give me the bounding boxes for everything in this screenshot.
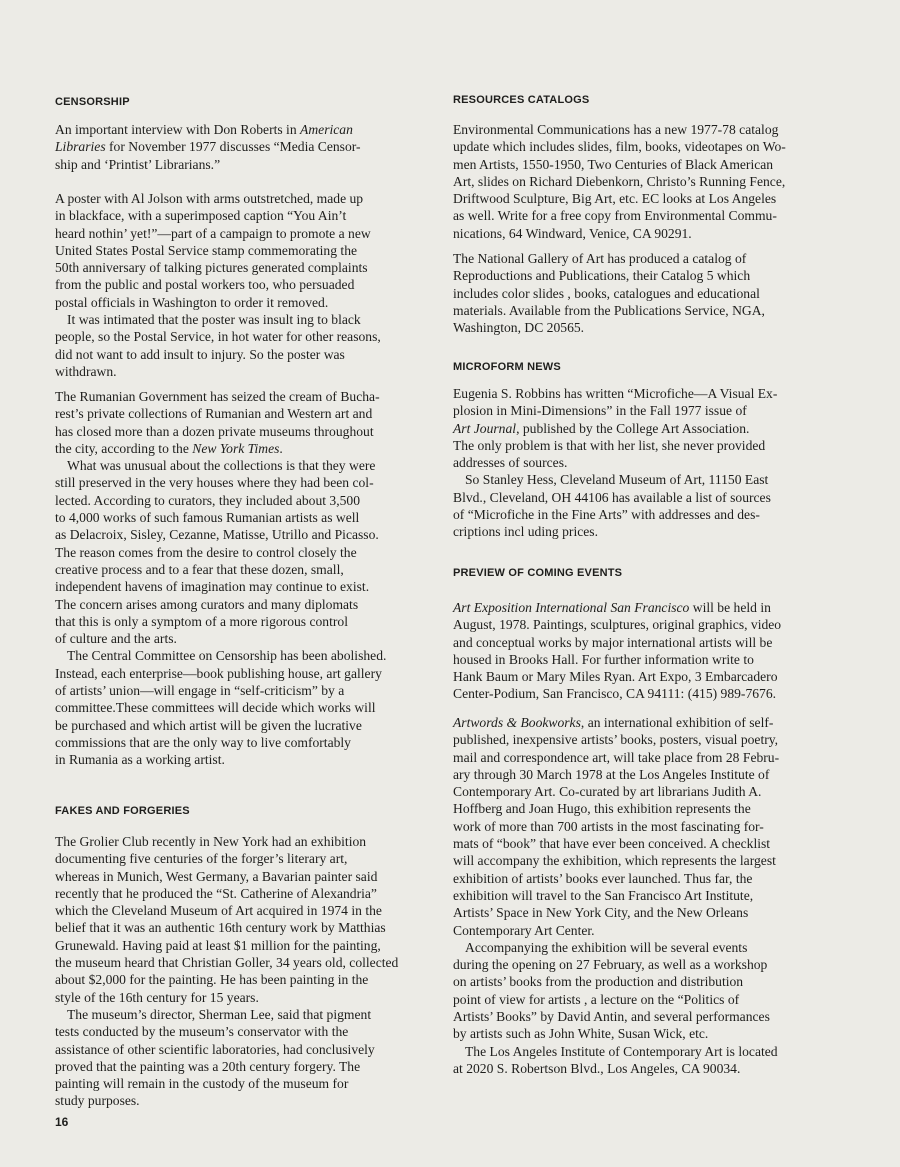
text-segment: Instead, each enterprise—book publishing house, art gallery bbox=[55, 665, 382, 681]
text-line bbox=[55, 1092, 398, 1109]
text-segment: The Los Angeles Institute of Contemporary Art is located bbox=[465, 1043, 778, 1059]
text-line bbox=[453, 599, 781, 616]
censorship-paragraph-1 bbox=[55, 121, 361, 173]
text-line bbox=[55, 388, 386, 405]
italic-title: Libraries bbox=[55, 139, 106, 155]
text-segment: What was unusual about the collections is that they were bbox=[67, 458, 376, 474]
text-line bbox=[453, 766, 779, 783]
text-segment: The Rumanian Government has seized the cream of Bucha- bbox=[55, 389, 380, 404]
text-segment: on artists’ books from the production and distribution bbox=[453, 974, 744, 990]
text-line bbox=[453, 685, 781, 702]
text-line bbox=[453, 870, 779, 887]
text-segment: during the opening on 27 February, as well as a workshop bbox=[453, 957, 768, 973]
text-line bbox=[55, 971, 398, 988]
text-line bbox=[55, 902, 398, 919]
text-line bbox=[453, 818, 779, 835]
text-segment: will accompany the exhibition, which represents the largest bbox=[453, 853, 776, 869]
section-heading-microform-news: MICROFORM NEWS bbox=[453, 361, 561, 373]
text-segment: plosion in Mini-Dimensions” in the Fall 1977 issue of bbox=[453, 403, 747, 419]
italic-title: New York Times bbox=[192, 440, 280, 456]
text-line bbox=[55, 509, 386, 526]
text-line bbox=[55, 647, 386, 664]
text-line bbox=[55, 665, 386, 682]
text-segment: Center-Podium, San Francisco, CA 94111: (415) 989-7676. bbox=[453, 686, 777, 702]
text-line bbox=[453, 835, 779, 852]
text-segment: . bbox=[279, 440, 283, 456]
text-segment: exhibition will travel to the San Francisco Art Institute, bbox=[453, 887, 754, 903]
text-line bbox=[453, 731, 779, 748]
text-line bbox=[453, 420, 777, 437]
text-segment: Grunewald. Having paid at least $1 million for the painting, bbox=[55, 937, 381, 953]
text-segment: Eugenia S. Robbins has written “Microfiche—A Visual Ex- bbox=[453, 386, 778, 401]
text-segment: point of view for artists , a lecture on the “Politics of bbox=[453, 991, 740, 1007]
text-segment: The museum’s director, Sherman Lee, said that pigment bbox=[67, 1006, 372, 1022]
text-line bbox=[55, 699, 386, 716]
text-line bbox=[55, 868, 398, 885]
text-line: did not want to add insult to injury. So the poster was bbox=[55, 346, 345, 362]
text-segment: about $2,000 for the painting. He has been painting in the bbox=[55, 972, 369, 988]
text-line bbox=[55, 423, 386, 440]
italic-title: American bbox=[300, 122, 353, 137]
text-segment: independent havens of imagination may continue to exist. bbox=[55, 579, 370, 595]
text-line bbox=[55, 405, 386, 422]
text-line: Reproductions and Publications, their Catalog 5 which bbox=[453, 268, 751, 284]
text-segment: Artists’ Books” by David Antin, and several performances bbox=[453, 1009, 770, 1025]
resources-paragraph-1 bbox=[453, 121, 786, 242]
text-segment: as Delacroix, Sisley, Cezanne, Matisse, Utrillo and Picasso. bbox=[55, 527, 379, 543]
text-line bbox=[453, 1025, 779, 1042]
text-segment: of “Microfiche in the Fine Arts” with addresses and des- bbox=[453, 507, 760, 523]
text-segment: which the Cleveland Museum of Art acquired in 1974 in the bbox=[55, 903, 382, 919]
text-line bbox=[453, 634, 781, 651]
text-segment: for November 1977 discusses “Media Censor- bbox=[105, 139, 361, 155]
section-heading-preview-of-coming-events: PREVIEW OF COMING EVENTS bbox=[453, 567, 623, 579]
text-segment: housed in Brooks Hall. For further information write to bbox=[453, 651, 754, 667]
text-line bbox=[453, 904, 779, 921]
text-line bbox=[55, 850, 398, 867]
text-line bbox=[55, 1041, 398, 1058]
text-segment: will be held in bbox=[689, 600, 771, 615]
text-segment: documenting five centuries of the forger’s literary art, bbox=[55, 851, 348, 867]
text-segment: The concern arises among curators and many diplomats bbox=[55, 596, 359, 612]
text-line: Driftwood Sculpture, Big Art, etc. EC looks at Los Angeles bbox=[453, 191, 777, 207]
text-segment: The Grolier Club recently in New York had an exhibition bbox=[55, 834, 367, 849]
text-line: postal officials in Washington to order it removed. bbox=[55, 294, 329, 310]
text-line: It was intimated that the poster was insult ing to black bbox=[67, 312, 361, 328]
text-line bbox=[453, 922, 779, 939]
text-line bbox=[55, 919, 398, 936]
microform-paragraph-1 bbox=[453, 385, 777, 541]
text-line bbox=[453, 783, 779, 800]
text-line: in blackface, with a superimposed caption “You Ain’t bbox=[55, 208, 347, 224]
text-segment: committee.These committees will decide which works will bbox=[55, 700, 376, 716]
text-line bbox=[453, 523, 777, 540]
text-line bbox=[453, 973, 779, 990]
text-line: A poster with Al Jolson with arms outstretched, made up bbox=[55, 191, 364, 206]
text-line bbox=[55, 717, 386, 734]
text-line bbox=[453, 991, 779, 1008]
text-segment: mail and correspondence art, will take place from 28 Febru- bbox=[453, 749, 780, 765]
text-segment: exhibition of artists’ books ever launched. Thus far, the bbox=[453, 870, 753, 886]
text-segment: ary through 30 March 1978 at the Los Angeles Institute of bbox=[453, 766, 770, 782]
text-line bbox=[453, 506, 777, 523]
text-line bbox=[453, 471, 777, 488]
text-line: update which includes slides, film, books, videotapes on Wo- bbox=[453, 139, 786, 155]
text-line bbox=[55, 561, 386, 578]
text-segment: tests conducted by the museum’s conservator with the bbox=[55, 1024, 349, 1040]
text-line bbox=[55, 682, 386, 699]
text-line bbox=[453, 800, 779, 817]
text-segment: Blvd., Cleveland, OH 44106 has available a list of sources bbox=[453, 489, 771, 505]
text-segment: in Rumania as a working artist. bbox=[55, 752, 225, 768]
text-segment: August, 1978. Paintings, sculptures, original graphics, video bbox=[453, 617, 782, 633]
censorship-paragraph-2 bbox=[55, 190, 381, 380]
text-line: 50th anniversary of talking pictures generated complaints bbox=[55, 260, 368, 276]
text-segment: study purposes. bbox=[55, 1093, 140, 1109]
italic-title: Art Journal bbox=[453, 420, 517, 436]
text-segment: Artists’ Space in New York City, and the New Orleans bbox=[453, 905, 749, 921]
text-segment: The reason comes from the desire to control closely the bbox=[55, 544, 357, 560]
text-line bbox=[55, 596, 386, 613]
text-segment: has closed more than a dozen private museums throughout bbox=[55, 423, 374, 439]
text-segment: Hoffberg and Joan Hugo, this exhibition represents the bbox=[453, 801, 751, 817]
text-segment: , an international exhibition of self- bbox=[580, 715, 774, 730]
text-segment: work of more than 700 artists in the most fascinating for- bbox=[453, 818, 764, 834]
text-line bbox=[55, 492, 386, 509]
text-segment: lected. According to curators, they included about 3,500 bbox=[55, 492, 361, 508]
text-segment: addresses of sources. bbox=[453, 455, 568, 471]
text-segment: of culture and the arts. bbox=[55, 631, 177, 647]
text-line: The National Gallery of Art has produced a catalog of bbox=[453, 251, 747, 266]
text-segment: So Stanley Hess, Cleveland Museum of Art, 11150 East bbox=[465, 472, 769, 488]
text-line bbox=[55, 1058, 398, 1075]
text-line bbox=[453, 385, 777, 402]
preview-paragraph-2 bbox=[453, 714, 779, 1077]
text-line bbox=[55, 1023, 398, 1040]
text-line bbox=[55, 954, 398, 971]
text-line bbox=[55, 989, 398, 1006]
text-line bbox=[453, 616, 781, 633]
text-line: materials. Available from the Publications Service, NGA, bbox=[453, 302, 765, 318]
page-number: 16 bbox=[55, 1115, 69, 1129]
text-segment: assistance of other scientific laboratories, had conclusively bbox=[55, 1041, 375, 1057]
text-segment: Contemporary Art Center. bbox=[453, 922, 595, 938]
resources-paragraph-2 bbox=[453, 250, 765, 336]
text-segment: creative process and to a fear that these dozen, small, bbox=[55, 561, 344, 577]
text-segment: mats of “book” that have ever been conceived. A checklist bbox=[453, 836, 771, 852]
text-line bbox=[55, 578, 386, 595]
text-line: heard nothin’ yet!”—part of a campaign to promote a new bbox=[55, 225, 371, 241]
text-segment: at 2020 S. Robertson Blvd., Los Angeles, CA 90034. bbox=[453, 1060, 741, 1076]
text-segment: still preserved in the very houses where they had been col- bbox=[55, 475, 374, 491]
text-segment: recently that he produced the “St. Catherine of Alexandria” bbox=[55, 885, 377, 901]
text-line bbox=[55, 544, 386, 561]
text-segment: proved that the painting was a 20th century forgery. The bbox=[55, 1058, 361, 1074]
text-segment: to 4,000 works of such famous Rumanian artists as well bbox=[55, 510, 360, 526]
text-segment: Hank Baum or Mary Miles Ryan. Art Expo, 3 Embarcadero bbox=[453, 669, 778, 685]
text-line bbox=[453, 651, 781, 668]
text-line bbox=[55, 734, 386, 751]
text-segment: , published by the College Art Association. bbox=[516, 420, 750, 436]
text-line bbox=[55, 121, 361, 138]
text-line bbox=[55, 474, 386, 491]
text-line bbox=[453, 1008, 779, 1025]
text-line: people, so the Postal Service, in hot water for other reasons, bbox=[55, 329, 381, 345]
text-line bbox=[453, 887, 779, 904]
text-line bbox=[453, 714, 779, 731]
text-line: from the public and postal workers too, who persuaded bbox=[55, 277, 355, 293]
text-segment: belief that it was an authentic 16th century work by Matthias bbox=[55, 920, 386, 936]
text-line: as well. Write for a free copy from Environmental Commu- bbox=[453, 208, 777, 224]
text-line bbox=[453, 489, 777, 506]
text-segment: and conceptual works by major international artists will be bbox=[453, 634, 773, 650]
text-line: United States Postal Service stamp commemorating the bbox=[55, 242, 358, 258]
text-line: Washington, DC 20565. bbox=[453, 320, 585, 336]
text-segment: The only problem is that with her list, she never provided bbox=[453, 437, 766, 453]
text-segment: be purchased and which artist will be given the lucrative bbox=[55, 717, 362, 733]
text-segment: Accompanying the exhibition will be several events bbox=[465, 939, 748, 955]
text-line bbox=[55, 526, 386, 543]
section-heading-censorship: CENSORSHIP bbox=[55, 96, 130, 108]
text-segment: that this is only a symptom of a more rigorous control bbox=[55, 613, 348, 629]
text-segment: An important interview with Don Roberts in bbox=[55, 122, 301, 137]
text-segment: style of the 16th century for 15 years. bbox=[55, 989, 259, 1005]
italic-title: Art Exposition International San Francisco bbox=[453, 600, 690, 615]
italic-title: Artwords & Bookworks bbox=[453, 715, 581, 730]
text-line bbox=[55, 630, 386, 647]
text-line bbox=[453, 668, 781, 685]
text-line bbox=[55, 751, 386, 768]
text-segment: the city, according to the bbox=[55, 440, 193, 456]
text-line bbox=[55, 1006, 398, 1023]
text-line bbox=[55, 937, 398, 954]
text-line bbox=[55, 440, 386, 457]
section-heading-resources-catalogs: RESOURCES CATALOGS bbox=[453, 94, 590, 106]
text-line bbox=[55, 885, 398, 902]
text-line bbox=[55, 833, 398, 850]
preview-paragraph-1 bbox=[453, 599, 781, 703]
text-line bbox=[55, 1075, 398, 1092]
text-line bbox=[453, 956, 779, 973]
text-line: includes color slides , books, catalogues and educational bbox=[453, 285, 760, 301]
text-line: Art, slides on Richard Diebenkorn, Christo’s Running Fence, bbox=[453, 173, 786, 189]
text-line bbox=[453, 454, 777, 471]
text-segment: ship and ‘Printist’ Librarians.” bbox=[55, 156, 221, 172]
text-line bbox=[55, 613, 386, 630]
text-segment: painting will remain in the custody of the museum for bbox=[55, 1076, 349, 1092]
fakes-paragraph-1 bbox=[55, 833, 398, 1110]
censorship-paragraph-3 bbox=[55, 388, 386, 769]
text-segment: The Central Committee on Censorship has been abolished. bbox=[67, 648, 387, 664]
text-line bbox=[55, 156, 361, 173]
text-line bbox=[55, 138, 361, 155]
text-segment: Contemporary Art. Co-curated by art librarians Judith A. bbox=[453, 784, 762, 800]
text-line bbox=[453, 852, 779, 869]
text-line: withdrawn. bbox=[55, 363, 117, 379]
text-line: Environmental Communications has a new 1977-78 catalog bbox=[453, 122, 779, 137]
text-segment: by artists such as John White, Susan Wick, etc. bbox=[453, 1026, 709, 1042]
text-line bbox=[453, 939, 779, 956]
text-line bbox=[55, 457, 386, 474]
text-line bbox=[453, 1043, 779, 1060]
text-line: nications, 64 Windward, Venice, CA 90291. bbox=[453, 225, 692, 241]
section-heading-fakes-and-forgeries: FAKES AND FORGERIES bbox=[55, 805, 190, 817]
text-line bbox=[453, 1060, 779, 1077]
text-segment: published, inexpensive artists’ books, posters, visual poetry, bbox=[453, 732, 779, 748]
text-segment: whereas in Munich, West Germany, a Bavarian painter said bbox=[55, 868, 378, 884]
text-line: men Artists, 1550-1950, Two Centuries of Black American bbox=[453, 156, 774, 172]
text-segment: of artists’ union—will engage in “self-criticism” by a bbox=[55, 683, 345, 699]
text-line bbox=[453, 437, 777, 454]
text-line bbox=[453, 749, 779, 766]
text-line bbox=[453, 402, 777, 419]
text-segment: rest’s private collections of Rumanian and Western art and bbox=[55, 406, 373, 422]
text-segment: the museum heard that Christian Goller, 34 years old, collected bbox=[55, 955, 399, 971]
text-segment: criptions incl uding prices. bbox=[453, 524, 598, 540]
text-segment: commissions that are the only way to live comfortably bbox=[55, 734, 351, 750]
